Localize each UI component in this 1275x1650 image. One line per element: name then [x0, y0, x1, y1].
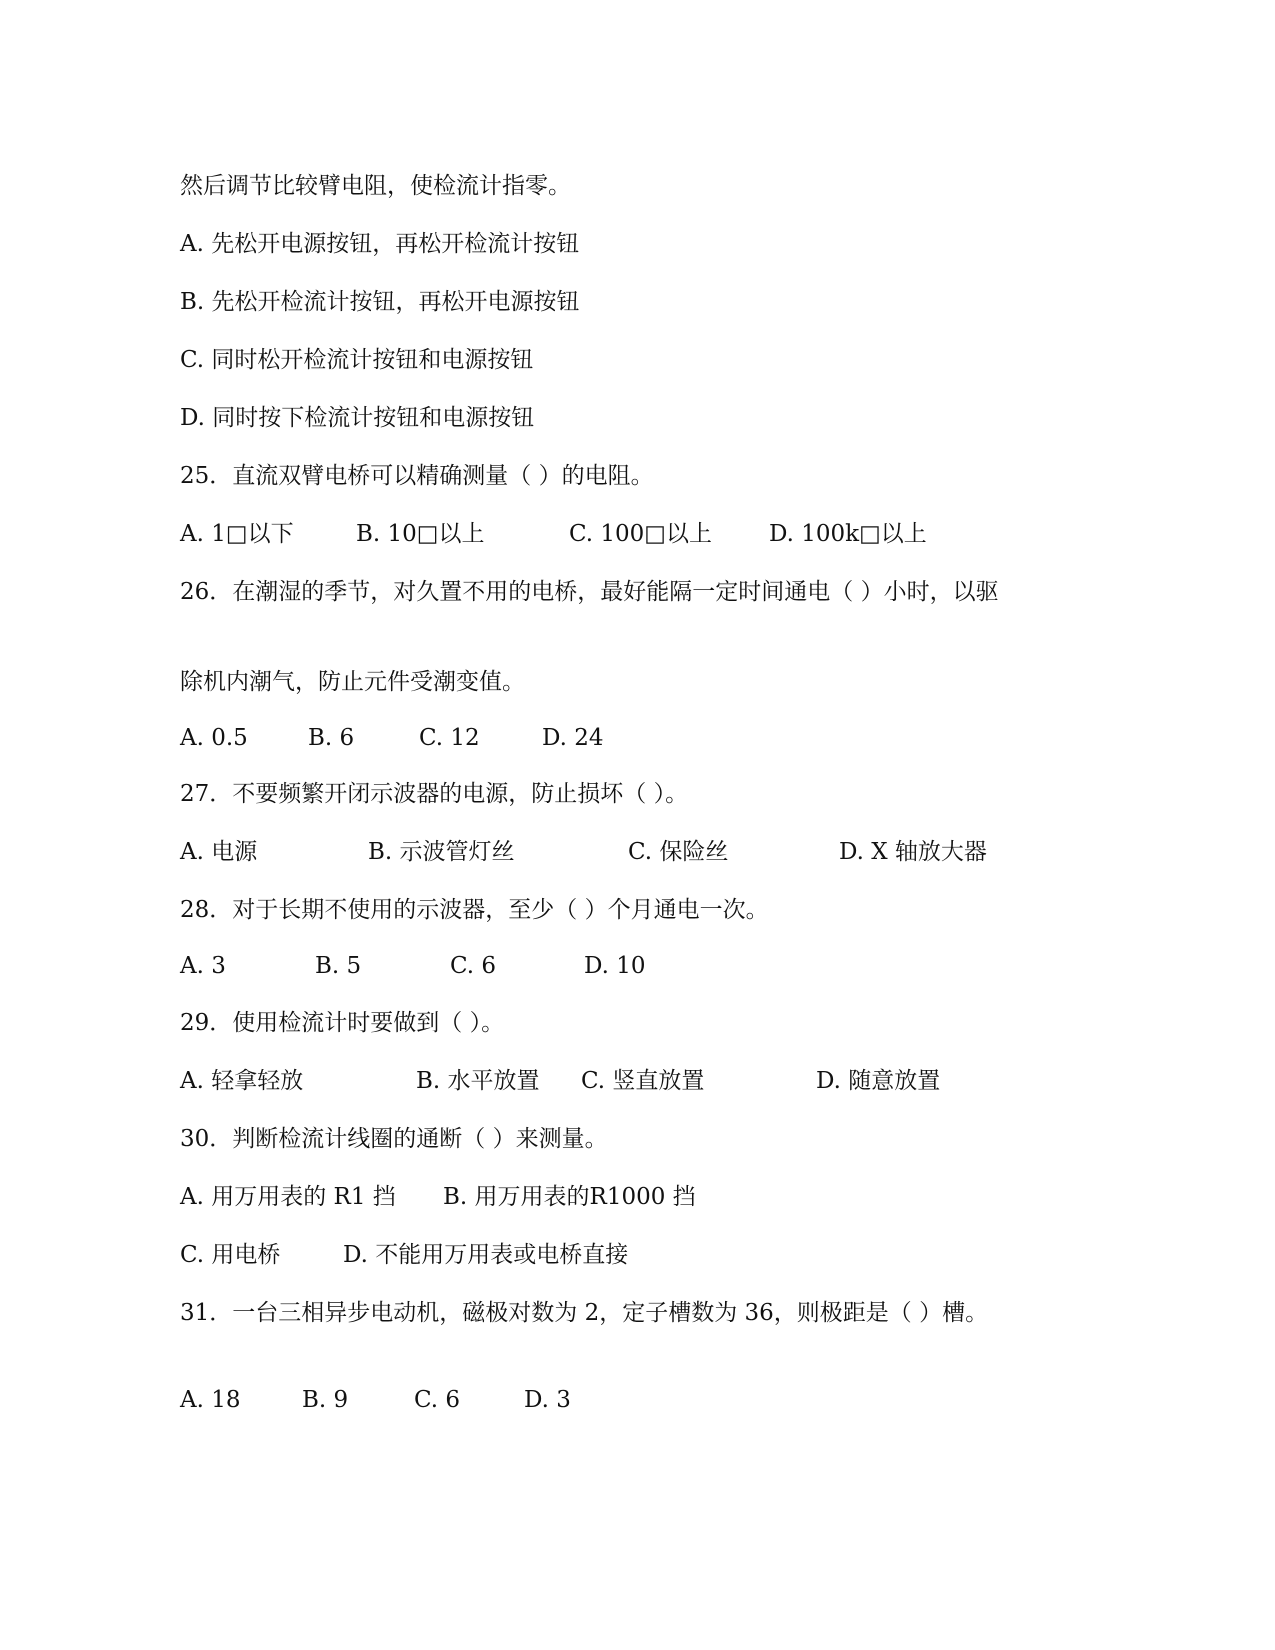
option-c: C. 用电桥 [180, 1242, 281, 1268]
option-b: B. 10□以上 [356, 521, 485, 547]
option-a: A. 电源 [180, 839, 258, 865]
question-29: 29．使用检流计时要做到（ ）。 [180, 1010, 505, 1036]
option-d: D. 24 [542, 725, 604, 751]
question-28: 28．对于长期不使用的示波器，至少（ ）个月通电一次。 [180, 897, 769, 923]
option-d: D. 100k□以上 [769, 521, 927, 547]
option-d: D. 随意放置 [816, 1068, 941, 1094]
option-a: A. 用万用表的 R1 挡 [180, 1184, 396, 1210]
option-d: D. 3 [524, 1387, 571, 1413]
option-a: A. 0.5 [180, 725, 248, 751]
option-line: C. 同时松开检流计按钮和电源按钮 [180, 347, 534, 373]
option-a: A. 1□以下 [180, 521, 294, 547]
question-25: 25．直流双臂电桥可以精确测量（ ）的电阻。 [180, 463, 654, 489]
option-a: A. 轻拿轻放 [180, 1068, 304, 1094]
option-b: B. 6 [308, 725, 355, 751]
option-b: B. 水平放置 [416, 1068, 540, 1094]
option-b: B. 9 [302, 1387, 349, 1413]
question-31: 31．一台三相异步电动机，磁极对数为 2，定子槽数为 36，则极距是（ ）槽。 [180, 1300, 989, 1326]
option-line: A. 先松开电源按钮，再松开检流计按钮 [180, 231, 580, 257]
option-c: C. 保险丝 [628, 839, 729, 865]
option-line: D. 同时按下检流计按钮和电源按钮 [180, 405, 535, 431]
option-b: B. 用万用表的R1000 挡 [443, 1184, 696, 1210]
option-d: D. 10 [584, 953, 646, 979]
option-c: C. 6 [450, 953, 497, 979]
option-b: B. 示波管灯丝 [368, 839, 515, 865]
question-30: 30．判断检流计线圈的通断（ ）来测量。 [180, 1126, 608, 1152]
option-d: D. X 轴放大器 [839, 839, 987, 865]
option-c: C. 12 [419, 725, 480, 751]
option-d: D. 不能用万用表或电桥直接 [343, 1242, 629, 1268]
option-c: C. 6 [414, 1387, 461, 1413]
question-27: 27．不要频繁开闭示波器的电源，防止损坏（ ）。 [180, 781, 689, 807]
question-26-continuation: 除机内潮气，防止元件受潮变值。 [180, 669, 525, 695]
option-c: C. 100□以上 [569, 521, 713, 547]
option-c: C. 竖直放置 [581, 1068, 705, 1094]
option-b: B. 5 [315, 953, 362, 979]
question-24-continuation: 然后调节比较臂电阻，使检流计指零。 [180, 173, 571, 199]
option-a: A. 18 [180, 1387, 241, 1413]
question-26: 26．在潮湿的季节，对久置不用的电桥，最好能隔一定时间通电（ ）小时，以驱 [180, 579, 999, 605]
option-line: B. 先松开检流计按钮，再松开电源按钮 [180, 289, 580, 315]
option-a: A. 3 [180, 953, 226, 979]
